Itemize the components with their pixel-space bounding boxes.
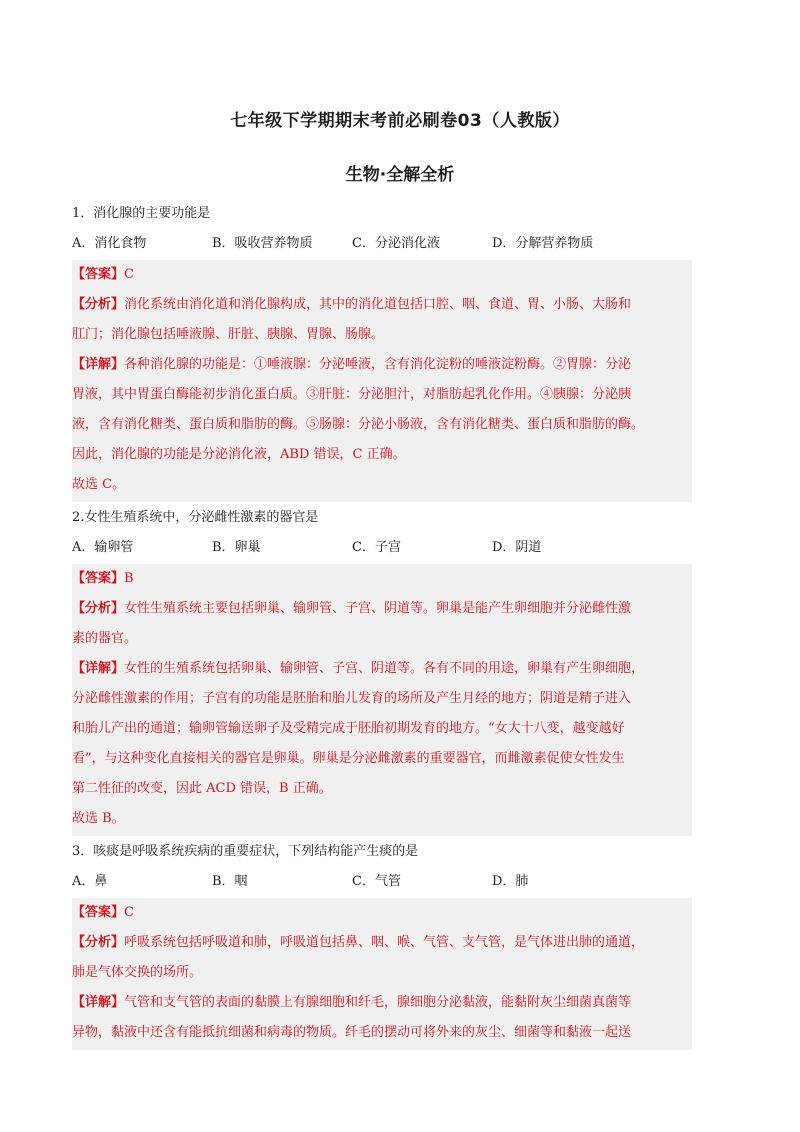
option-c: C．分泌消化液 xyxy=(352,236,440,251)
option-a: A．消化食物 xyxy=(72,236,147,251)
detail-line: 看”，与这种变化直接相关的器官是卵巢。卵巢是分泌雌激素的重要器官，而雌激素促使女性发生 xyxy=(72,751,625,766)
answer-tag: 【答案】 xyxy=(72,905,125,920)
question-1-solution xyxy=(72,260,692,502)
answer-line xyxy=(72,564,692,594)
detail-line: 异物，黏液中还含有能抵抗细菌和病毒的物质。纤毛的摆动可将外来的灰尘、细菌等和黏液一起送 xyxy=(72,1025,632,1040)
option-c: C．子宫 xyxy=(352,540,401,555)
detail-line: 和胎儿产出的通道；输卵管输送卵子及受精完成于胚胎初期发育的地方。“女大十八变，越变越好 xyxy=(72,721,625,736)
answer-value: C xyxy=(124,267,134,282)
questions-list xyxy=(72,202,692,1054)
answer-line xyxy=(72,260,692,290)
analysis-tag: 【分析】 xyxy=(72,935,125,950)
option-b: B．吸收营养物质 xyxy=(212,236,313,251)
question-2-solution xyxy=(72,564,692,836)
detail-line: 第二性征的改变，因此 ACD 错误，B 正确。 xyxy=(72,781,332,796)
option-d: D．肺 xyxy=(492,874,529,889)
answer-value: C xyxy=(124,905,134,920)
answer-tag: 【答案】 xyxy=(72,267,125,282)
analysis-text: 消化系统由消化道和消化腺构成，其中的消化道包括口腔、咽、食道、胃、小肠、大肠和 xyxy=(124,297,632,312)
page-title: 七年级下学期期末考前必刷卷03（人教版） xyxy=(230,111,570,131)
question-2-stem: 2.女性生殖系统中，分泌雌性激素的器官是 xyxy=(72,510,319,525)
answer-line xyxy=(72,898,692,928)
detail-line: 胃液，其中胃蛋白酶能初步消化蛋白质。③肝脏：分泌胆汁，对脂肪起乳化作用。④胰腺：分泌胰 xyxy=(72,387,632,402)
answer-tag: 【答案】 xyxy=(72,571,125,586)
option-c: C．气管 xyxy=(352,874,401,889)
answer-value: B xyxy=(124,571,134,586)
detail-line xyxy=(72,350,692,380)
detail-text: 女性的生殖系统包括卵巢、输卵管、子宫、阴道等。各有不同的用途，卵巢有产生卵细胞， xyxy=(124,661,645,676)
final-answer: 故选 C。 xyxy=(72,477,126,492)
detail-line xyxy=(72,654,692,684)
option-d: D．分解营养物质 xyxy=(492,236,594,251)
detail-tag: 【详解】 xyxy=(72,661,125,676)
analysis-line: 肺是气体交换的场所。 xyxy=(72,965,203,980)
option-b: B．卵巢 xyxy=(212,540,261,555)
detail-line: 液，含有消化糖类、蛋白质和脂肪的酶。⑤肠腺：分泌小肠液，含有消化糖类、蛋白质和脂肪的酶。 xyxy=(72,417,645,432)
detail-line: 分泌雌性激素的作用；子宫有的功能是胚胎和胎儿发育的场所及产生月经的地方；阴道是精子进入 xyxy=(72,691,632,706)
detail-line xyxy=(72,988,692,1018)
detail-tag: 【详解】 xyxy=(72,995,125,1010)
analysis-line xyxy=(72,290,692,320)
question-1-options xyxy=(72,232,692,256)
option-d: D．阴道 xyxy=(492,540,542,555)
page-subtitle: 生物·全解全析 xyxy=(345,165,455,185)
detail-text: 气管和支气管的表面的黏膜上有腺细胞和纤毛，腺细胞分泌黏液，能黏附灰尘细菌真菌等 xyxy=(124,995,632,1010)
analysis-text: 女性生殖系统主要包括卵巢、输卵管、子宫、阴道等。卵巢是能产生卵细胞并分泌雌性激 xyxy=(124,601,632,616)
option-a: A．鼻 xyxy=(72,874,108,889)
question-1-stem: 1．消化腺的主要功能是 xyxy=(72,206,211,221)
analysis-line xyxy=(72,594,692,624)
final-answer: 故选 B。 xyxy=(72,811,125,826)
question-2-options xyxy=(72,536,692,560)
question-3-solution xyxy=(72,898,692,1050)
analysis-line xyxy=(72,928,692,958)
detail-line: 因此，消化腺的功能是分泌消化液，ABD 错误，C 正确。 xyxy=(72,447,406,462)
option-b: B．咽 xyxy=(212,874,248,889)
detail-text: 各种消化腺的功能是：①唾液腺：分泌唾液，含有消化淀粉的唾液淀粉酶。②胃腺：分泌 xyxy=(124,357,632,372)
detail-tag: 【详解】 xyxy=(72,357,125,372)
analysis-line: 素的器官。 xyxy=(72,631,138,646)
analysis-tag: 【分析】 xyxy=(72,297,125,312)
analysis-tag: 【分析】 xyxy=(72,601,125,616)
analysis-line: 肛门；消化腺包括唾液腺、肝脏、胰腺、胃腺、肠腺。 xyxy=(72,327,385,342)
option-a: A．输卵管 xyxy=(72,540,134,555)
question-3-stem: 3．咳痰是呼吸系统疾病的重要症状，下列结构能产生痰的是 xyxy=(72,844,419,859)
question-3-options xyxy=(72,870,692,894)
analysis-text: 呼吸系统包括呼吸道和肺，呼吸道包括鼻、咽、喉、气管、支气管，是气体进出肺的通道， xyxy=(124,935,645,950)
